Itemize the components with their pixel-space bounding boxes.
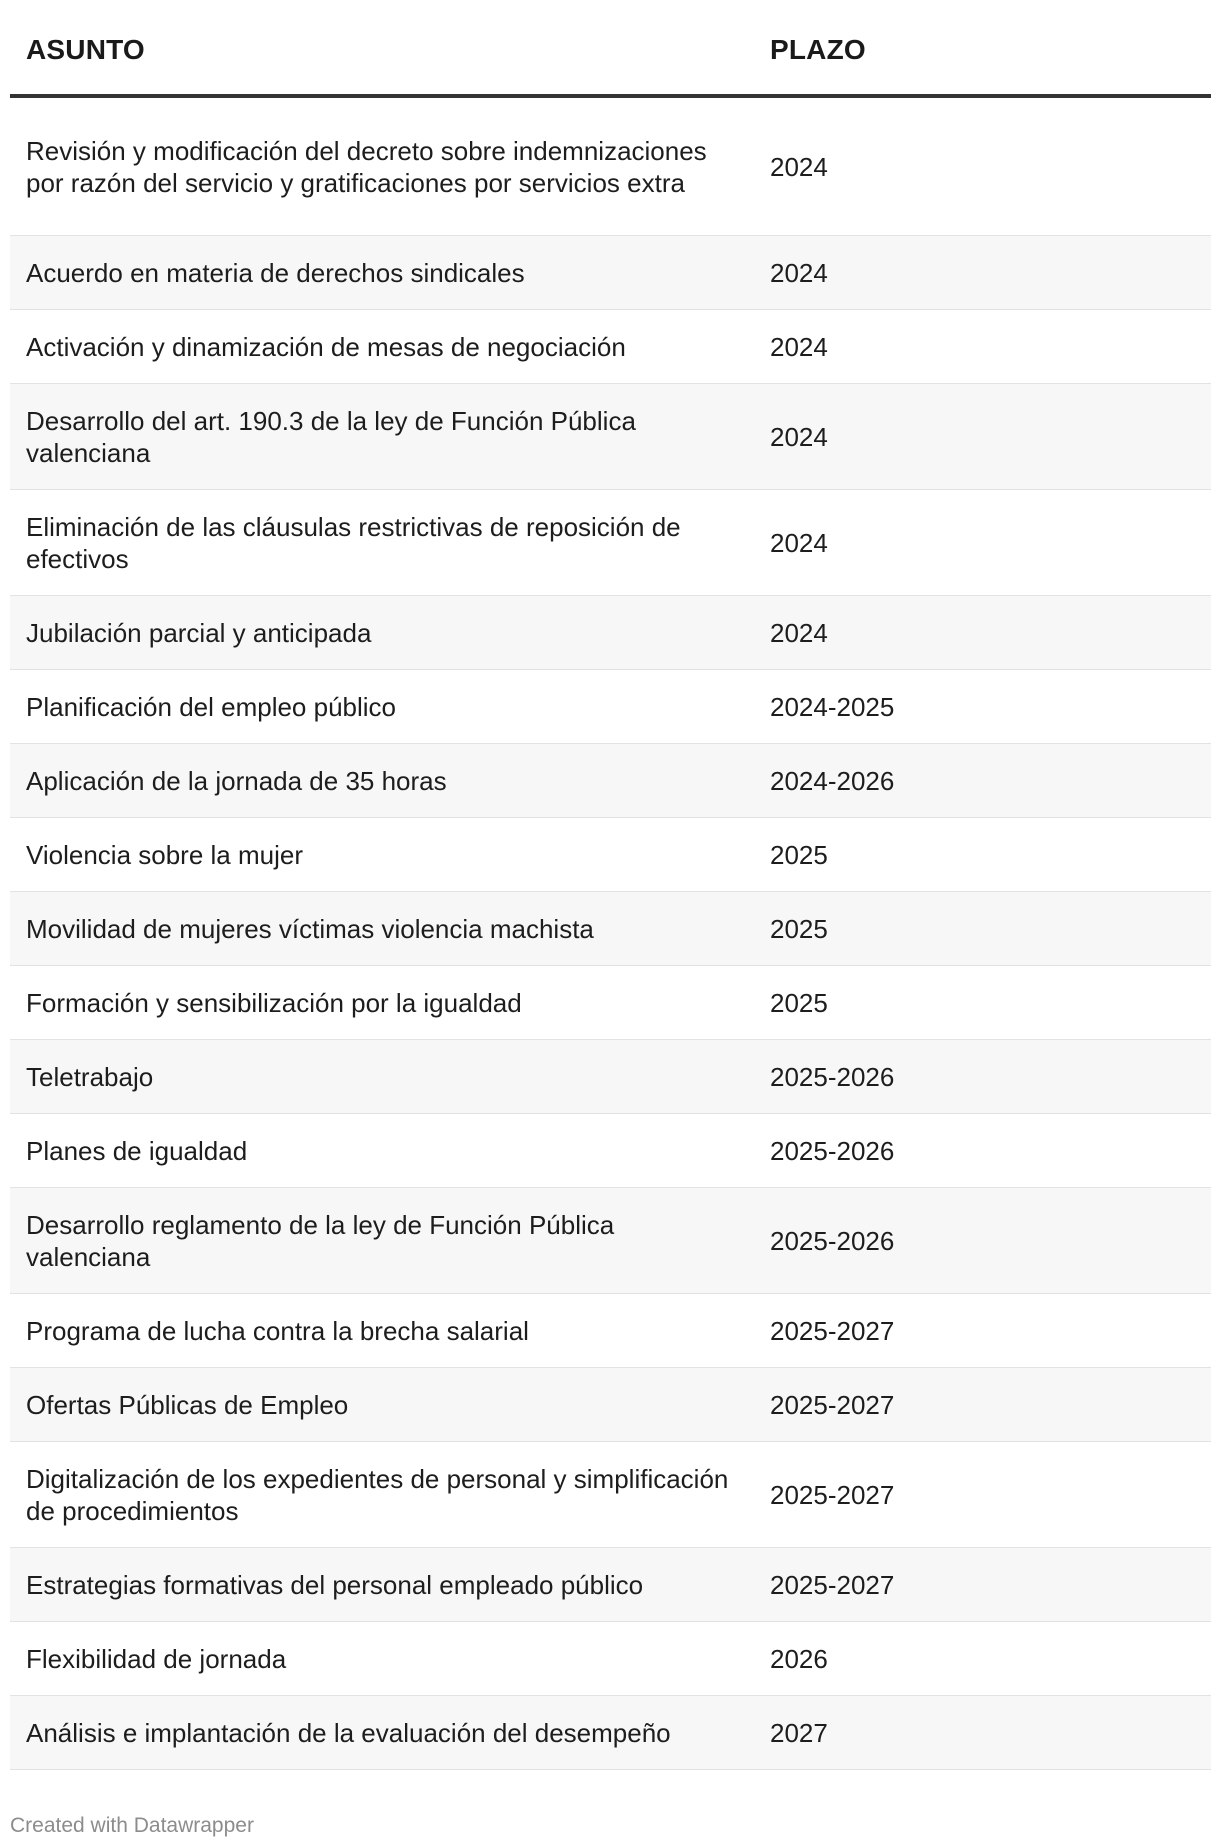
cell-plazo: 2025-2027 [770, 1569, 895, 1600]
cell-asunto: Estrategias formativas del personal empleado público [26, 1569, 644, 1600]
table-row [10, 966, 1211, 1040]
cell-asunto: Planes de igualdad [26, 1135, 248, 1166]
table-row [10, 1114, 1211, 1188]
table-row [10, 1696, 1211, 1770]
cell-asunto: Movilidad de mujeres víctimas violencia machista [26, 913, 594, 944]
cell-plazo: 2024 [770, 527, 828, 558]
cell-plazo: 2025 [770, 839, 828, 870]
cell-asunto: Formación y sensibilización por la igualdad [26, 987, 522, 1018]
cell-plazo: 2024-2026 [770, 765, 895, 796]
datawrapper-credit[interactable]: Created with Datawrapper [10, 1814, 254, 1837]
cell-asunto: Jubilación parcial y anticipada [26, 617, 372, 648]
cell-plazo: 2024 [770, 151, 828, 182]
cell-asunto: Planificación del empleo público [26, 691, 397, 722]
table-row [10, 818, 1211, 892]
cell-plazo: 2025-2027 [770, 1315, 895, 1346]
table-body [10, 98, 1211, 1770]
table-row [10, 1188, 1211, 1294]
table-row [10, 490, 1211, 596]
table-row [10, 236, 1211, 310]
cell-asunto: Ofertas Públicas de Empleo [26, 1389, 349, 1420]
cell-plazo: 2024-2025 [770, 691, 895, 722]
cell-asunto: Programa de lucha contra la brecha salarial [26, 1315, 529, 1346]
cell-plazo: 2025-2027 [770, 1389, 895, 1420]
table-row [10, 1368, 1211, 1442]
cell-asunto: Desarrollo del art. 190.3 de la ley de Función Pública valenciana [26, 405, 636, 468]
cell-asunto: Flexibilidad de jornada [26, 1643, 287, 1674]
cell-asunto: Análisis e implantación de la evaluación del desempeño [26, 1717, 671, 1748]
cell-asunto: Violencia sobre la mujer [26, 839, 303, 870]
table-header-row [10, 0, 1211, 98]
cell-asunto: Activación y dinamización de mesas de negociación [26, 331, 626, 362]
table-row [10, 1294, 1211, 1368]
table-row [10, 310, 1211, 384]
cell-plazo: 2025-2027 [770, 1479, 895, 1510]
cell-plazo: 2024 [770, 421, 828, 452]
column-header-plazo[interactable]: PLAZO [770, 34, 866, 65]
column-header-asunto[interactable]: ASUNTO [26, 34, 145, 65]
cell-plazo: 2026 [770, 1643, 828, 1674]
cell-asunto: Digitalización de los expedientes de personal y simplificación de procedimientos [26, 1463, 729, 1526]
table-row [10, 1622, 1211, 1696]
cell-asunto: Eliminación de las cláusulas restrictivas de reposición de efectivos [26, 511, 681, 574]
cell-plazo: 2025-2026 [770, 1061, 895, 1092]
table-row [10, 1442, 1211, 1548]
table-row [10, 670, 1211, 744]
cell-asunto: Teletrabajo [26, 1061, 154, 1092]
table-row [10, 1040, 1211, 1114]
table-row [10, 596, 1211, 670]
table-row [10, 384, 1211, 490]
cell-asunto: Acuerdo en materia de derechos sindicales [26, 257, 525, 288]
cell-asunto: Aplicación de la jornada de 35 horas [26, 765, 447, 796]
table-row [10, 892, 1211, 966]
cell-asunto: Revisión y modificación del decreto sobre indemnizaciones por razón del servicio y gratificaciones por servicios extra [26, 135, 707, 198]
cell-plazo: 2025 [770, 987, 828, 1018]
cell-plazo: 2025 [770, 913, 828, 944]
cell-plazo: 2024 [770, 617, 828, 648]
cell-asunto: Desarrollo reglamento de la ley de Función Pública valenciana [26, 1209, 615, 1272]
data-table [10, 0, 1211, 1770]
table-row [10, 1548, 1211, 1622]
cell-plazo: 2025-2026 [770, 1225, 895, 1256]
table-row [10, 744, 1211, 818]
cell-plazo: 2024 [770, 331, 828, 362]
table-row [10, 98, 1211, 236]
cell-plazo: 2025-2026 [770, 1135, 895, 1166]
cell-plazo: 2024 [770, 257, 828, 288]
cell-plazo: 2027 [770, 1717, 828, 1748]
